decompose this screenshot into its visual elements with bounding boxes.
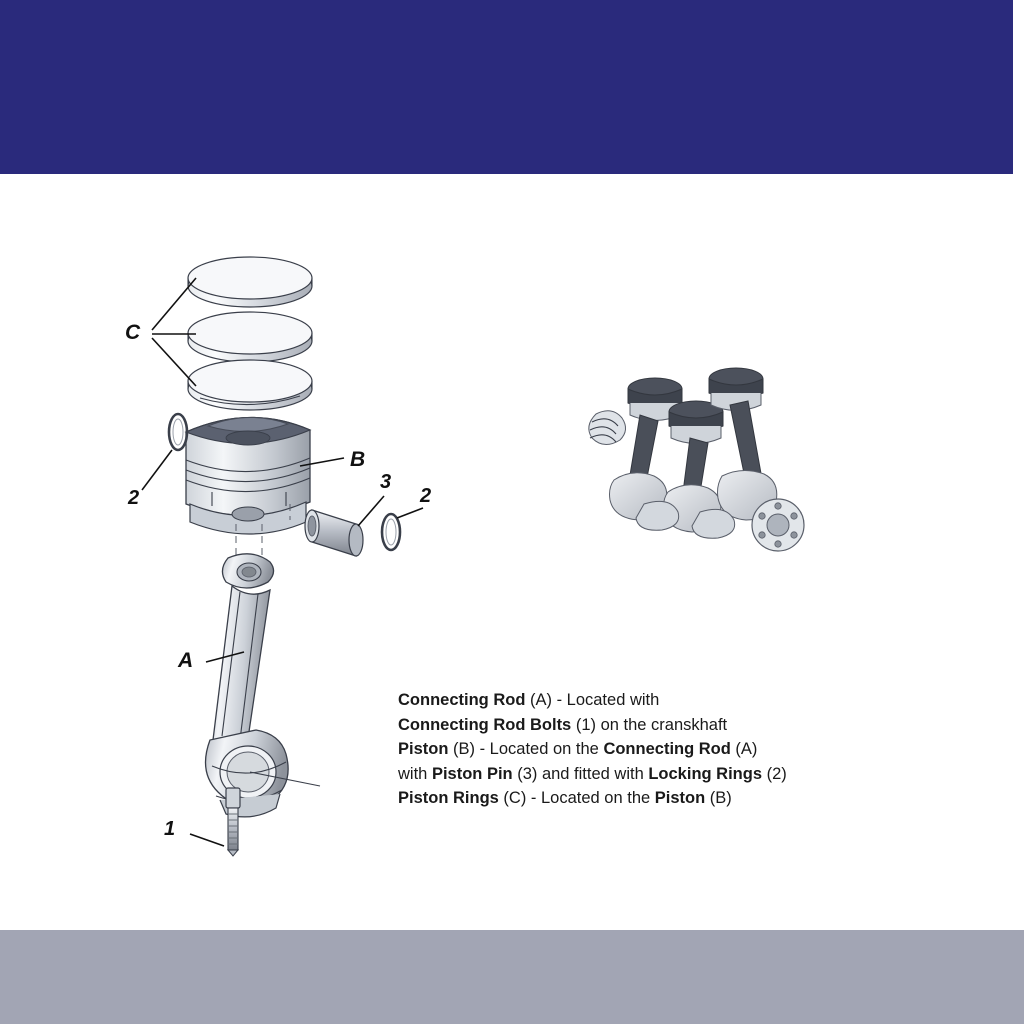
callout-label-2-left: 2 [128,487,140,509]
caption-text-4b: (3) and fitted with [512,764,649,783]
caption-bold-piston-2: Piston [654,789,706,807]
callout-label-2-right: 2 [420,485,432,507]
callout-leader-2-left [142,450,172,490]
caption-line-2 [398,713,868,738]
callout-leader-2-right [397,508,423,518]
caption-line-4 [398,762,868,787]
callout-label-B: B [350,448,366,471]
caption-text-3a: (B) - Located on the [448,740,604,758]
header-band [0,0,1013,174]
piston-body [186,417,310,534]
diagram-canvas [0,174,1024,930]
caption-text-3b: (A) [730,740,758,758]
caption-text-5a: (C) - Located on the [498,789,655,807]
caption-line-3 [398,737,868,762]
piston-ring-3 [188,360,312,410]
connecting-rod-bolt [226,788,240,856]
caption-text-5b: (B) [705,789,732,807]
callout-label-3: 3 [380,471,392,493]
footer-band [0,930,1024,1024]
callout-label-A: A [178,649,194,672]
caption-text-4c: (2) [762,764,787,783]
caption-text-4a: with [398,764,432,783]
callout-leader-3 [358,496,384,526]
piston-pin [305,510,363,556]
caption-bold-locking-rings: Locking Rings [648,764,763,783]
crankshaft-assembly-inset [589,368,804,551]
caption-bold-piston-pin: Piston Pin [431,764,513,783]
inset-crank-pulley [589,411,626,445]
caption-bold-connecting-rod-2: Connecting Rod [603,740,731,758]
caption-bold-piston: Piston [398,740,449,758]
caption-text-1: (A) - Located with [525,691,660,709]
callout-label-1: 1 [164,818,176,840]
header-right-margin [1013,0,1024,174]
locking-ring-right [382,514,400,550]
caption-block [398,688,868,811]
inset-crank-flange [752,499,804,551]
caption-bold-piston-rings: Piston Rings [398,789,499,807]
caption-bold-connecting-rod: Connecting Rod [398,691,526,709]
locking-ring-left [169,414,187,450]
piston-ring-2 [188,312,312,362]
piston-rings-group [188,257,312,410]
caption-bold-connecting-rod-bolts: Connecting Rod Bolts [398,715,572,734]
inset-piston-2 [669,401,723,444]
callout-label-C: C [125,321,141,344]
piston-ring-1 [188,257,312,307]
callout-leader-1 [190,834,224,846]
caption-text-2: (1) on the cranskhaft [571,715,728,734]
exploded-view-diagram [0,174,1024,930]
caption-line-1 [398,688,868,713]
caption-line-5 [398,786,868,811]
